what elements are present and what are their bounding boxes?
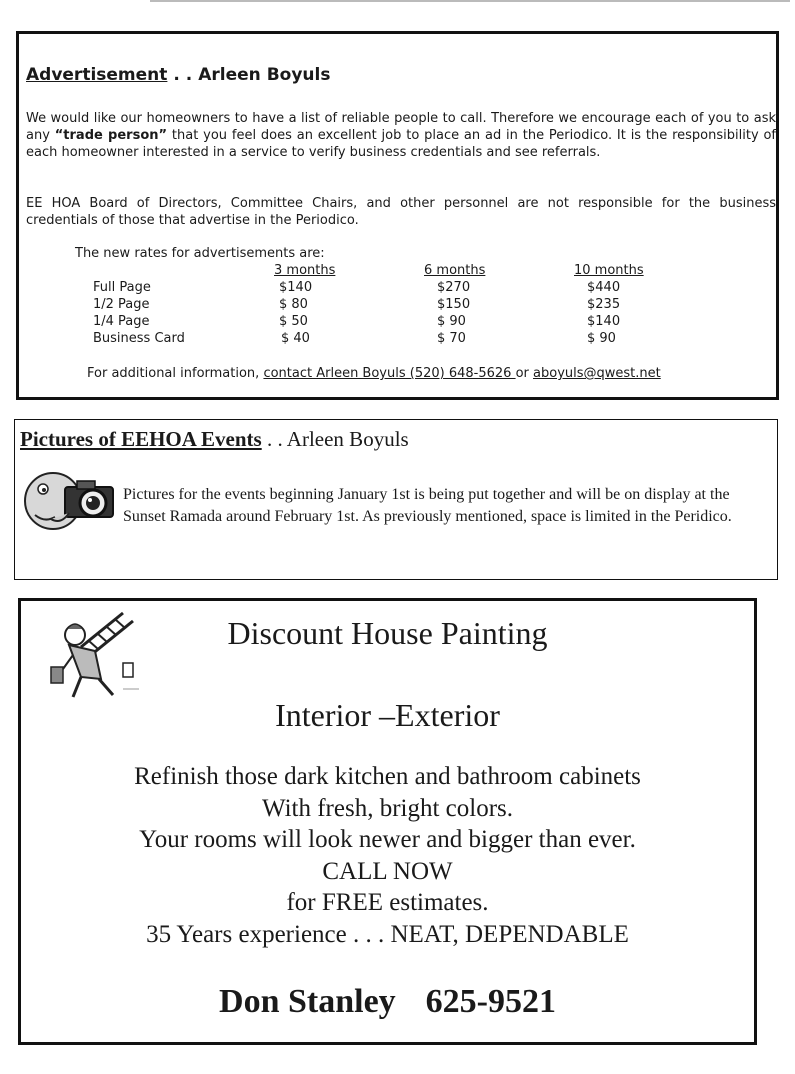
rate-6-months: $ 90 xyxy=(437,314,466,329)
ad-line: 35 Years experience . . . NEAT, DEPENDABLE xyxy=(146,920,629,948)
advertisement-author: Arleen Boyuls xyxy=(198,65,331,85)
pictures-section xyxy=(14,419,778,580)
rate-6-months: $150 xyxy=(437,297,471,312)
rate-10-months: $ 90 xyxy=(587,331,616,346)
ad-contact xyxy=(21,983,754,1021)
rates-header-row xyxy=(73,262,684,279)
table-row xyxy=(73,330,684,347)
rate-3-months: $ 50 xyxy=(279,314,308,329)
rate-6-months: $270 xyxy=(437,280,471,295)
rate-10-months: $140 xyxy=(587,314,621,329)
ad-body xyxy=(21,761,754,950)
rates-header-6-months: 6 months xyxy=(424,263,486,278)
contact-phone-link[interactable]: contact Arleen Boyuls (520) 648-5626 xyxy=(263,366,516,381)
ad-contact-phone[interactable]: 625-9521 xyxy=(425,983,556,1020)
painting-ad-section xyxy=(18,598,757,1045)
rates-header-blank xyxy=(73,262,243,279)
rate-size: Business Card xyxy=(93,331,185,346)
heading-separator: . . xyxy=(173,65,193,85)
rate-10-months: $235 xyxy=(587,297,621,312)
top-rule xyxy=(150,0,790,2)
rate-10-months: $440 xyxy=(587,280,621,295)
ad-line: CALL NOW xyxy=(322,857,453,885)
advertisement-paragraph-1 xyxy=(26,110,776,161)
ad-line: for FREE estimates. xyxy=(286,889,489,916)
rate-3-months: $ 40 xyxy=(281,331,310,346)
advertisement-heading xyxy=(26,65,330,85)
contact-line xyxy=(87,366,661,381)
contact-or: or xyxy=(515,366,534,381)
advertisement-title: Advertisement xyxy=(26,65,168,85)
rate-size: 1/4 Page xyxy=(93,314,150,329)
pictures-body: Pictures for the events beginning January 1st is being put together and will be on display at the Sunset Ramada around February 1st. As previously mentioned, space is limited in the Peridico. xyxy=(123,486,732,525)
pictures-author: Arleen Boyuls xyxy=(286,427,409,451)
ad-title: Discount House Painting xyxy=(227,615,548,651)
camera-smiley-icon xyxy=(21,463,121,533)
rates-header-10-months: 10 months xyxy=(574,263,644,278)
table-row xyxy=(73,279,684,296)
contact-email-link[interactable]: aboyuls@qwest.net xyxy=(533,366,661,381)
advertisement-section xyxy=(16,31,779,400)
table-row xyxy=(73,296,684,313)
para1-text-a: We would like our homeowners to have a list of reliable people to call. Therefore we encourage each of you to ask any xyxy=(26,111,776,143)
rates-table xyxy=(73,262,684,347)
para1-text-b: that you feel does an excellent job to place an ad in the Periodico. It is the responsibility of each homeowner interested in a service to verify business credentials and see referrals. xyxy=(26,128,777,160)
ad-subtitle: Interior –Exterior xyxy=(275,697,500,733)
para1-bold: “trade person” xyxy=(54,128,168,143)
rate-size: Full Page xyxy=(93,280,151,295)
pictures-heading xyxy=(20,427,409,452)
ad-contact-name: Don Stanley xyxy=(219,983,396,1020)
pictures-separator: . . xyxy=(261,427,287,451)
ad-line: Your rooms will look newer and bigger than ever. xyxy=(139,826,636,853)
rate-3-months: $140 xyxy=(279,280,313,295)
pictures-title: Pictures of EEHOA Events xyxy=(20,427,262,451)
rate-3-months: $ 80 xyxy=(279,297,308,312)
rate-6-months: $ 70 xyxy=(437,331,466,346)
ad-line: With fresh, bright colors. xyxy=(261,794,514,822)
rate-size: 1/2 Page xyxy=(93,297,150,312)
advertisement-paragraph-2: EE HOA Board of Directors, Committee Chairs, and other personnel are not responsible for the business credentials of those that advertise in the Periodico. xyxy=(26,196,776,228)
ad-line: Refinish those dark kitchen and bathroom cabinets xyxy=(134,763,641,790)
table-row xyxy=(73,313,684,330)
rates-intro: The new rates for advertisements are: xyxy=(75,246,325,261)
rates-header-3-months: 3 months xyxy=(274,263,336,278)
contact-prefix: For additional information, xyxy=(87,366,264,381)
